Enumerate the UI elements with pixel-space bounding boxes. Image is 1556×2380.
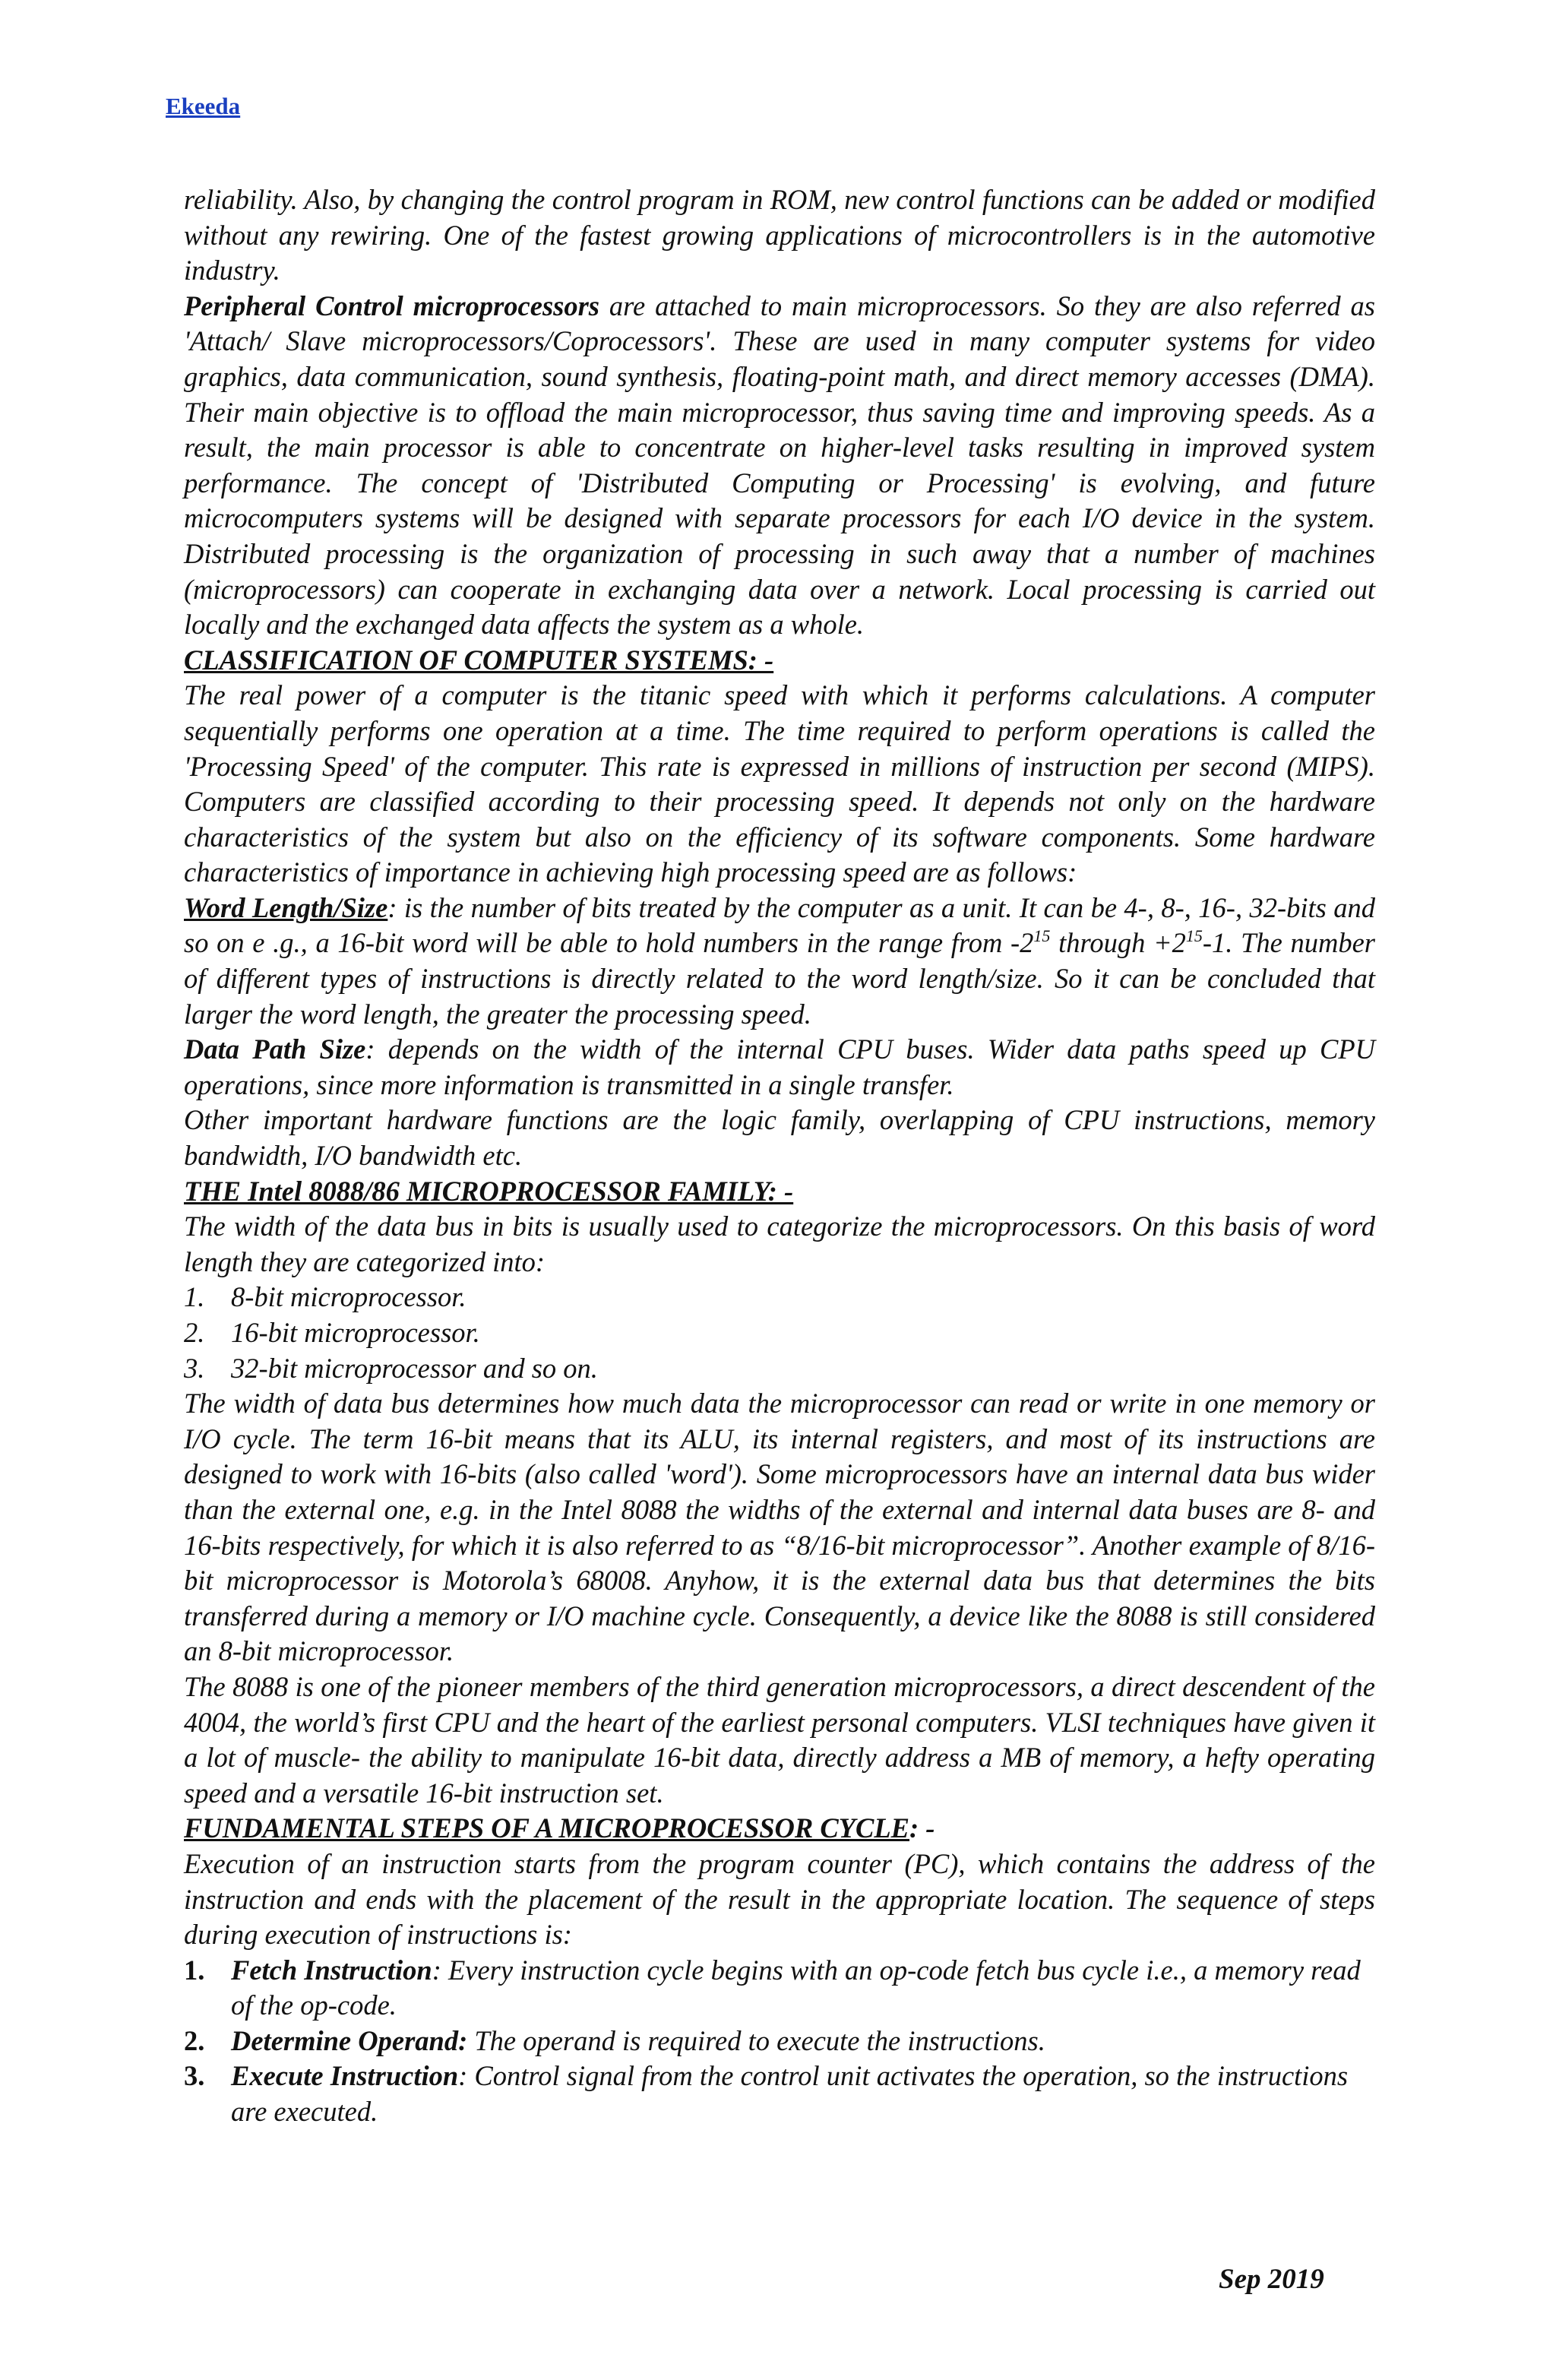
word-text-3: -1. The number of different types of instructions is directly related to the word length/size. So it can be concluded that larger the word length, the greater the processing speed. [184, 927, 1375, 1030]
steps-list [184, 1953, 1375, 2130]
list-text: 32-bit microprocessor and so on. [231, 1352, 598, 1384]
paragraph-word-length [184, 891, 1375, 1032]
list-number: 3. [184, 1352, 205, 1384]
heading-classification: CLASSIFICATION OF COMPUTER SYSTEMS: - [184, 644, 774, 676]
footer-date: Sep 2019 [1219, 2264, 1324, 2295]
list-text: 16-bit microprocessor. [231, 1317, 480, 1348]
step-text: : Every instruction cycle begins with an op-code fetch bus cycle i.e., a memory read of the op-code. [231, 1954, 1361, 2021]
paragraph-reliability: reliability. Also, by changing the control program in ROM, new control functions can be added or modified without any rewiring. One of the fastest growing applications of microcontrollers is in the automotive industry. [184, 184, 1375, 286]
term-data-path: Data Path Size [184, 1033, 366, 1065]
word-sup-1: 15 [1033, 926, 1051, 946]
step-term: Determine Operand: [231, 2024, 468, 2056]
document-body [184, 182, 1375, 2130]
list-item [184, 1315, 1375, 1351]
term-peripheral: Peripheral Control microprocessors [184, 290, 600, 321]
step-term: Execute Instruction [231, 2060, 459, 2092]
heading-fundamental-text: FUNDAMENTAL STEPS OF A MICROPROCESSOR CYCLE [184, 1812, 910, 1844]
paragraph-classification-intro: The real power of a computer is the titanic speed with which it performs calculations. A computer sequentially performs one operation at a time. The time required to perform operations is called the 'Processing Speed' of the computer. This rate is expressed in millions of instruction per second (MIPS). Computers are classified according to their processing speed. It depends not only on the hardware characteristics of the system but also on the efficiency of its software components. Some hardware characteristics of importance in achieving high processing speed are as follows: [184, 679, 1375, 888]
term-word-length: Word Length/Size [184, 891, 388, 923]
paragraph-8088: The 8088 is one of the pioneer members of the third generation microprocessors, a direct descendent of the 4004, the world’s first CPU and the heart of the earliest personal computers. VLSI techniques have given it a lot of muscle- the ability to manipulate 16-bit data, directly address a MB of memory, a hefty operating speed and a versatile 16-bit instruction set. [184, 1670, 1375, 1809]
word-sup-2: 15 [1185, 926, 1203, 946]
list-number: 3. [184, 2060, 205, 2092]
list-item [184, 1953, 1375, 2024]
paragraph-peripheral [184, 289, 1375, 643]
paragraph-data-bus: The width of data bus determines how much data the microprocessor can read or write in one memory or I/O cycle. The term 16-bit means that its ALU, its internal registers, and most of its instructions are designed to work with 16-bits (also called 'word'). Some microprocessors have an internal data bus wider than the external one, e.g. in the Intel 8088 the widths of the external and internal data buses are 8- and 16-bits respectively, for which it is also referred to as “8/16-bit microprocessor”. Another example of 8/16-bit microprocessor is Motorola’s 68008. Anyhow, it is the external data bus that determines the bits transferred during a memory or I/O machine cycle. Consequently, a device like the 8088 is still considered an 8-bit microprocessor. [184, 1388, 1375, 1667]
paragraph-intel-intro: The width of the data bus in bits is usually used to categorize the microprocessors. On this basis of word length they are categorized into: [184, 1211, 1375, 1277]
heading-fundamental-steps [184, 1811, 1375, 1847]
list-number: 2. [184, 1317, 205, 1348]
list-item [184, 1280, 1375, 1315]
step-term: Fetch Instruction [231, 1954, 432, 1986]
word-length-list [184, 1280, 1375, 1386]
list-item [184, 2059, 1375, 2129]
paragraph-other-functions: Other important hardware functions are the logic family, overlapping of CPU instructions, memory bandwidth, I/O bandwidth etc. [184, 1104, 1375, 1172]
step-text: : Control signal from the control unit activates the operation, so the instructions are executed. [231, 2060, 1349, 2128]
heading-intel-family: THE Intel 8088/86 MICROPROCESSOR FAMILY: - [184, 1175, 794, 1207]
word-text-1: : is the number of bits treated by the computer as a unit. It can be 4-, 8-, 16-, 32-bits and so on e .g., a 16-bit word will be able to hold numbers in the range from -2 [184, 891, 1376, 959]
datapath-text: : depends on the width of the internal CPU buses. Wider data paths speed up CPU operations, since more information is transmitted in a single transfer. [184, 1033, 1375, 1100]
list-number: 2. [184, 2024, 205, 2056]
heading-fundamental-tail: : - [909, 1812, 935, 1844]
step-text: The operand is required to execute the instructions. [467, 2024, 1045, 2056]
paragraph-fundamental-intro: Execution of an instruction starts from the program counter (PC), which contains the address of the instruction and ends with the placement of the result in the appropriate location. The sequence of steps during execution of instructions is: [184, 1847, 1375, 1951]
word-text-2: through +2 [1050, 927, 1186, 959]
paragraph-data-path [184, 1032, 1375, 1103]
list-text: 8-bit microprocessor. [231, 1281, 466, 1313]
list-item [184, 2024, 1375, 2059]
list-number: 1. [184, 1281, 205, 1313]
list-item [184, 1351, 1375, 1387]
list-number: 1. [184, 1954, 205, 1986]
peripheral-text: are attached to main microprocessors. So they are also referred as 'Attach/ Slave microprocessors/Coprocessors'. These are used in many computer systems for video graphics, data communication, sound synthesis, floating-point math, and direct memory accesses (DMA). Their main objective is to offload the main microprocessor, thus saving time and improving speeds. As a result, the main processor is able to concentrate on higher-level tasks resulting in improved system performance. The concept of 'Distributed Computing or Processing' is evolving, and future microcomputers systems will be designed with separate processors for each I/O device in the system. Distributed processing is the organization of processing in such away that a number of machines (microprocessors) can cooperate in exchanging data over a network. Local processing is carried out locally and the exchanged data affects the system as a whole. [184, 290, 1375, 641]
header-brand-link[interactable]: Ekeeda [166, 93, 241, 119]
